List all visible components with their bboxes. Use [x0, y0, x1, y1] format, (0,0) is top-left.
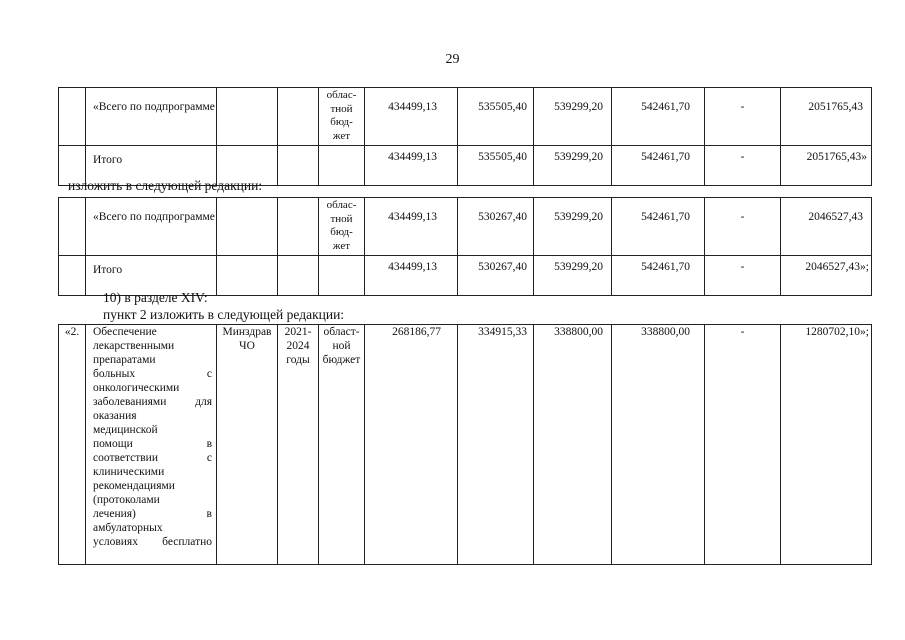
table-row: [59, 198, 872, 256]
value-cell: 530267,40: [458, 198, 534, 256]
value-cell: 2051765,43: [781, 88, 872, 146]
section-text: 10) в разделе XIV:: [103, 290, 208, 305]
row-name: Итого: [86, 256, 217, 296]
table-cell: [217, 198, 278, 256]
value-cell: 535505,40: [458, 88, 534, 146]
value-cell: 434499,13: [365, 198, 458, 256]
instruction-text: изложить в следующей редакции:: [68, 178, 263, 193]
item-name-line: медицинской: [93, 424, 158, 436]
value-cell: 2051765,43»: [781, 146, 872, 186]
value-cell: -: [705, 88, 781, 146]
item-name-line: больных с: [93, 368, 212, 380]
table-row: [59, 88, 872, 146]
item-name-line: помощи в: [93, 438, 212, 450]
value-cell: -: [705, 325, 781, 565]
value-cell: 434499,13: [365, 146, 458, 186]
value-cell: -: [705, 256, 781, 296]
table-cell: [278, 198, 319, 256]
table-cell: [59, 88, 86, 146]
value-cell: 334915,33: [458, 325, 534, 565]
table-cell: [59, 198, 86, 256]
funding-source: облас- тной бюд- жет: [319, 88, 365, 146]
value-cell: 434499,13: [365, 256, 458, 296]
item-name-line: (протоколами: [93, 494, 160, 506]
row-name: «Всего по подпрограмме: [86, 88, 217, 146]
item-name-line: оказания: [93, 410, 137, 422]
item-name-line: клиническими: [93, 466, 165, 478]
table-cell: [59, 256, 86, 296]
table-row: [59, 325, 872, 565]
value-cell: 542461,70: [612, 146, 705, 186]
item-name-line: онкологическими: [93, 382, 180, 394]
value-cell: 2046527,43»;: [781, 256, 872, 296]
value-cell: 338800,00: [534, 325, 612, 565]
value-cell: 539299,20: [534, 146, 612, 186]
item-name-line: амбулаторных: [93, 522, 163, 534]
item-number: «2.: [59, 325, 86, 565]
value-cell: 1280702,10»;: [781, 325, 872, 565]
executor-cell: Минздрав ЧО: [217, 325, 278, 565]
table-cell: [319, 146, 365, 186]
table-cell: [319, 256, 365, 296]
funding-source: област- ной бюджет: [319, 325, 365, 565]
value-cell: 539299,20: [534, 198, 612, 256]
value-cell: -: [705, 146, 781, 186]
table-cell: [278, 146, 319, 186]
item-name-line: рекомендациями: [93, 480, 175, 492]
item-name-line: соответствии с: [93, 452, 212, 464]
value-cell: 542461,70: [612, 198, 705, 256]
item-name-line: лекарственными: [93, 340, 175, 352]
table-item-2: [58, 324, 872, 565]
value-cell: 542461,70: [612, 88, 705, 146]
row-name: Итого: [86, 146, 217, 186]
table-cell: [217, 256, 278, 296]
value-cell: 542461,70: [612, 256, 705, 296]
row-name: «Всего по подпрограмме: [86, 198, 217, 256]
item-name-line: препаратами: [93, 354, 156, 366]
table-cell: [278, 256, 319, 296]
item-name-line: Обеспечение: [93, 326, 157, 338]
period-cell: 2021- 2024 годы: [278, 325, 319, 565]
instruction-text: пункт 2 изложить в следующей редакции:: [103, 307, 345, 322]
item-name-line: условиях бесплатно: [93, 536, 212, 548]
item-name-line: лечения) в: [93, 508, 212, 520]
page-number: 29: [445, 52, 460, 67]
value-cell: 539299,20: [534, 88, 612, 146]
item-name: [86, 325, 217, 565]
table-before: [58, 87, 872, 186]
value-cell: 539299,20: [534, 256, 612, 296]
value-cell: 530267,40: [458, 256, 534, 296]
value-cell: 2046527,43: [781, 198, 872, 256]
value-cell: 268186,77: [365, 325, 458, 565]
table-cell: [217, 88, 278, 146]
table-after: [58, 197, 872, 296]
item-name-line: заболеваниями для: [93, 396, 212, 408]
value-cell: 338800,00: [612, 325, 705, 565]
value-cell: 535505,40: [458, 146, 534, 186]
value-cell: -: [705, 198, 781, 256]
table-cell: [278, 88, 319, 146]
value-cell: 434499,13: [365, 88, 458, 146]
funding-source: облас- тной бюд- жет: [319, 198, 365, 256]
